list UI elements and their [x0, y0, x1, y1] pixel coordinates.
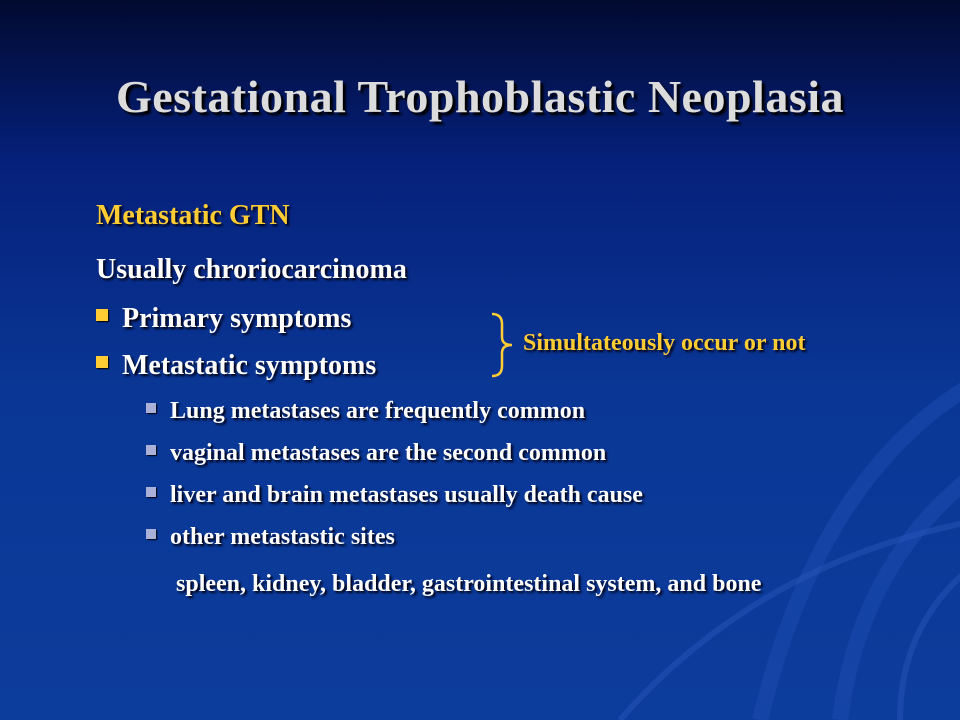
- square-bullet-icon: [146, 487, 156, 497]
- sub-bullet-text: other metastastic sites: [170, 524, 395, 550]
- brace-note: Simultateously occur or not: [523, 330, 806, 356]
- metastatic-sites-list: spleen, kidney, bladder, gastrointestinal system, and bone: [176, 571, 762, 597]
- sub-bullet-item: [146, 524, 395, 551]
- section-heading: Metastatic GTN: [96, 200, 290, 231]
- sub-bullet-text: Lung metastases are frequently common: [170, 398, 586, 424]
- sub-bullet-item: [146, 398, 585, 425]
- slide-title: Gestational Trophoblastic Neoplasia: [115, 71, 845, 122]
- square-bullet-icon: [146, 445, 156, 455]
- bullet-text: Metastatic symptoms: [122, 350, 377, 381]
- square-bullet-icon: [146, 529, 156, 539]
- bullet-text: Primary symptoms: [122, 303, 352, 334]
- bullet-item: [96, 350, 376, 382]
- curly-brace-icon: [488, 310, 518, 380]
- square-bullet-icon: [96, 309, 108, 321]
- sub-bullet-item: [146, 440, 606, 467]
- subheading: Usually chroriocarcinoma: [96, 254, 407, 285]
- sub-bullet-item: [146, 482, 643, 509]
- sub-bullet-text: vaginal metastases are the second common: [170, 440, 607, 466]
- sub-bullet-text: liver and brain metastases usually death cause: [170, 482, 643, 508]
- square-bullet-icon: [96, 356, 108, 368]
- square-bullet-icon: [146, 403, 156, 413]
- bullet-item: [96, 303, 351, 335]
